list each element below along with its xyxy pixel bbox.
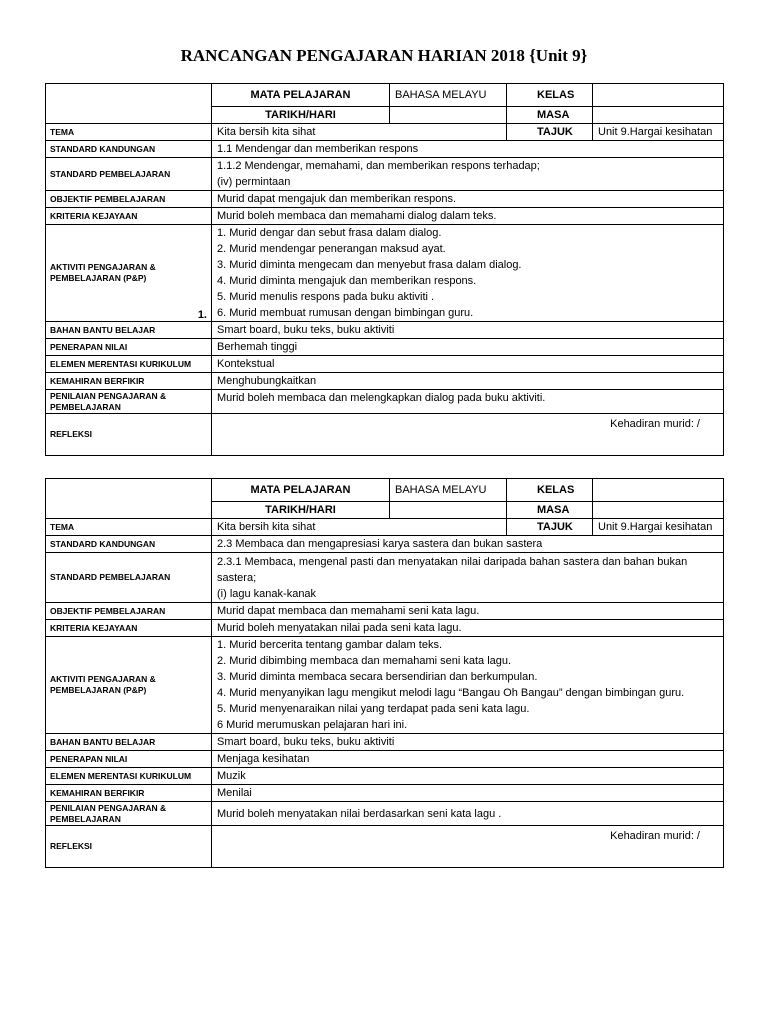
nilai-label: PENERAPAN NILAI [46, 751, 212, 768]
standard-pembelajaran-line: 2.3.1 Membaca, mengenal pasti dan menyatakan nilai daripada bahan sastera dan bahan bukan sastera; [217, 555, 688, 584]
elemen-label: ELEMEN MERENTASI KURIKULUM [46, 768, 212, 785]
objektif-value: Murid dapat membaca dan memahami seni kata lagu. [212, 603, 724, 620]
tema-row [46, 519, 724, 536]
tajuk-label: TAJUK [507, 519, 593, 536]
kriteria-label: KRITERIA KEJAYAAN [46, 208, 212, 225]
kriteria-row [46, 620, 724, 637]
objektif-label: OBJEKTIF PEMBELAJARAN [46, 603, 212, 620]
aktiviti-item: 2. Murid mendengar penerangan maksud ayat. [217, 243, 446, 255]
aktiviti-item: 1. Murid bercerita tentang gambar dalam teks. [217, 639, 443, 651]
bahan-value: Smart board, buku teks, buku aktiviti [212, 322, 724, 339]
standard-pembelajaran-value [212, 158, 724, 191]
kemahiran-value: Menilai [212, 785, 724, 802]
aktiviti-value [212, 637, 724, 734]
kemahiran-row [46, 373, 724, 390]
tajuk-value: Unit 9.Hargai kesihatan [593, 124, 724, 141]
aktiviti-item: 6. Murid membuat rumusan dengan bimbingan guru. [217, 307, 474, 319]
kelas-label: KELAS [507, 479, 593, 502]
standard-pembelajaran-label: STANDARD PEMBELAJARAN [46, 553, 212, 603]
masa-label: MASA [507, 107, 593, 124]
penilaian-label: PENILAIAN PENGAJARAN & PEMBELAJARAN [46, 802, 212, 826]
aktiviti-row [46, 637, 724, 734]
tajuk-value: Unit 9.Hargai kesihatan [593, 519, 724, 536]
refleksi-value[interactable] [212, 826, 724, 868]
header-blank-cell [46, 84, 212, 124]
mata-pelajaran-label: MATA PELAJARAN [212, 84, 390, 107]
aktiviti-label-cell [46, 637, 212, 734]
tarikh-hari-label: TARIKH/HARI [212, 502, 390, 519]
aktiviti-item: 4. Murid diminta mengajuk dan memberikan respons. [217, 275, 477, 287]
elemen-row [46, 356, 724, 373]
header-row [46, 479, 724, 502]
tarikh-hari-value[interactable] [390, 107, 507, 124]
refleksi-row [46, 414, 724, 456]
elemen-label: ELEMEN MERENTASI KURIKULUM [46, 356, 212, 373]
tarikh-hari-label: TARIKH/HARI [212, 107, 390, 124]
tajuk-label: TAJUK [507, 124, 593, 141]
header-row [46, 84, 724, 107]
kriteria-row [46, 208, 724, 225]
masa-value[interactable] [593, 502, 724, 519]
penilaian-value: Murid boleh membaca dan melengkapkan dialog pada buku aktiviti. [212, 390, 724, 414]
penilaian-label: PENILAIAN PENGAJARAN & PEMBELAJARAN [46, 390, 212, 414]
tarikh-hari-value[interactable] [390, 502, 507, 519]
penilaian-row [46, 802, 724, 826]
nilai-value: Menjaga kesihatan [212, 751, 724, 768]
kemahiran-label: KEMAHIRAN BERFIKIR [46, 785, 212, 802]
standard-kandungan-value: 2.3 Membaca dan mengapresiasi karya sastera dan bukan sastera [212, 536, 724, 553]
penilaian-value: Murid boleh menyatakan nilai berdasarkan seni kata lagu . [212, 802, 724, 826]
header-blank-cell [46, 479, 212, 519]
standard-kandungan-label: STANDARD KANDUNGAN [46, 536, 212, 553]
refleksi-value[interactable] [212, 414, 724, 456]
lesson-plan-table-2 [45, 478, 724, 868]
standard-pembelajaran-line: (i) lagu kanak-kanak [217, 587, 317, 600]
aktiviti-item: 4. Murid menyanyikan lagu mengikut melodi lagu “Bangau Oh Bangau” dengan bimbingan guru. [217, 687, 685, 699]
nilai-label: PENERAPAN NILAI [46, 339, 212, 356]
kemahiran-value: Menghubungkaitkan [212, 373, 724, 390]
kemahiran-row [46, 785, 724, 802]
aktiviti-item: 1. Murid dengar dan sebut frasa dalam dialog. [217, 227, 442, 239]
aktiviti-marker: 1. [197, 309, 207, 321]
standard-pembelajaran-line: (iv) permintaan [217, 176, 291, 188]
aktiviti-label: AKTIVITI PENGAJARAN & PEMBELAJARAN (P&P) [50, 262, 156, 283]
kelas-value[interactable] [593, 479, 724, 502]
kemahiran-label: KEMAHIRAN BERFIKIR [46, 373, 212, 390]
standard-pembelajaran-line: 1.1.2 Mendengar, memahami, dan memberikan respons terhadap; [217, 160, 540, 172]
subject-value: BAHASA MELAYU [390, 479, 507, 502]
aktiviti-value [212, 225, 724, 322]
objektif-label: OBJEKTIF PEMBELAJARAN [46, 191, 212, 208]
objektif-row [46, 191, 724, 208]
bahan-row [46, 322, 724, 339]
masa-label: MASA [507, 502, 593, 519]
penilaian-row [46, 390, 724, 414]
aktiviti-item: 3. Murid diminta mengecam dan menyebut frasa dalam dialog. [217, 259, 522, 271]
elemen-value: Muzik [212, 768, 724, 785]
aktiviti-row [46, 225, 724, 322]
objektif-row [46, 603, 724, 620]
tema-row [46, 124, 724, 141]
standard-pembelajaran-row [46, 553, 724, 603]
kriteria-value: Murid boleh membaca dan memahami dialog dalam teks. [212, 208, 724, 225]
masa-value[interactable] [593, 107, 724, 124]
elemen-value: Kontekstual [212, 356, 724, 373]
tema-label: TEMA [46, 124, 212, 141]
lesson-plan-table-1 [45, 83, 724, 456]
tema-value: Kita bersih kita sihat [212, 124, 507, 141]
refleksi-row [46, 826, 724, 868]
bahan-label: BAHAN BANTU BELAJAR [46, 322, 212, 339]
kehadiran-text: Kehadiran murid: / [610, 418, 700, 430]
refleksi-label: REFLEKSI [46, 826, 212, 868]
kriteria-label: KRITERIA KEJAYAAN [46, 620, 212, 637]
page-title: RANCANGAN PENGAJARAN HARIAN 2018 {Unit 9} [180, 46, 588, 65]
nilai-row [46, 339, 724, 356]
bahan-label: BAHAN BANTU BELAJAR [46, 734, 212, 751]
nilai-value: Berhemah tinggi [212, 339, 724, 356]
aktiviti-item: 5. Murid menulis respons pada buku aktiviti . [217, 291, 435, 303]
bahan-row [46, 734, 724, 751]
aktiviti-label-cell [46, 225, 212, 322]
standard-pembelajaran-row [46, 158, 724, 191]
objektif-value: Murid dapat mengajuk dan memberikan respons. [212, 191, 724, 208]
standard-pembelajaran-value [212, 553, 724, 603]
tema-label: TEMA [46, 519, 212, 536]
mata-pelajaran-label: MATA PELAJARAN [212, 479, 390, 502]
tema-value: Kita bersih kita sihat [212, 519, 507, 536]
subject-value: BAHASA MELAYU [390, 84, 507, 107]
aktiviti-item: 6 Murid merumuskan pelajaran hari ini. [217, 719, 408, 731]
elemen-row [46, 768, 724, 785]
nilai-row [46, 751, 724, 768]
refleksi-label: REFLEKSI [46, 414, 212, 456]
aktiviti-item: 2. Murid dibimbing membaca dan memahami seni kata lagu. [217, 655, 512, 667]
aktiviti-label: AKTIVITI PENGAJARAN & PEMBELAJARAN (P&P) [50, 674, 156, 695]
standard-kandungan-row [46, 141, 724, 158]
kehadiran-text: Kehadiran murid: / [610, 830, 700, 842]
aktiviti-item: 3. Murid diminta membaca secara bersendirian dan berkumpulan. [217, 671, 538, 683]
standard-kandungan-row [46, 536, 724, 553]
kelas-value[interactable] [593, 84, 724, 107]
bahan-value: Smart board, buku teks, buku aktiviti [212, 734, 724, 751]
aktiviti-item: 5. Murid menyenaraikan nilai yang terdapat pada seni kata lagu. [217, 703, 530, 715]
kelas-label: KELAS [507, 84, 593, 107]
standard-kandungan-value: 1.1 Mendengar dan memberikan respons [212, 141, 724, 158]
standard-kandungan-label: STANDARD KANDUNGAN [46, 141, 212, 158]
kriteria-value: Murid boleh menyatakan nilai pada seni kata lagu. [212, 620, 724, 637]
standard-pembelajaran-label: STANDARD PEMBELAJARAN [46, 158, 212, 191]
